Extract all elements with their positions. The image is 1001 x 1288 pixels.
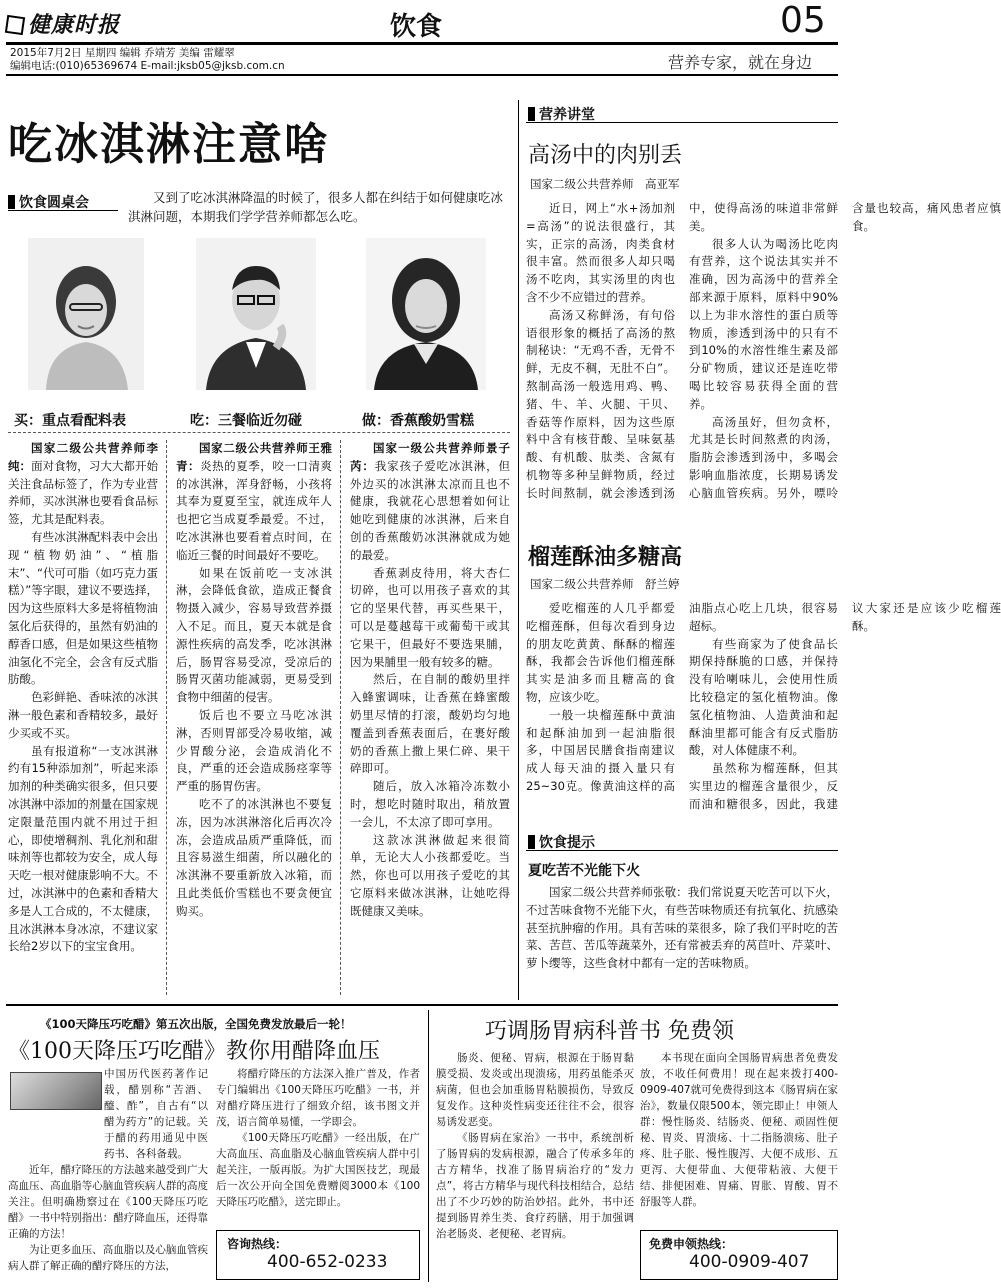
article-byline: 国家二级公共营养师 高亚军 <box>530 177 680 191</box>
paragraph: 一般一块榴莲酥中黄油和起酥油加到一起油脂很多，中国居民膳食指南建议成人每天油的摄入量只有25~30克。像黄油这样的高油脂点心吃上几块，很容易超标。 <box>526 601 838 793</box>
ad-rule <box>6 1004 838 1006</box>
hotline-box <box>216 1230 420 1280</box>
paragraph: 吃不了的冰淇淋也不要复冻，因为冰淇淋溶化后再次冷冻，会造成品质严重降低，而且容易滋生细菌，所以融化的冰淇淋不要重新放入冰箱，而且此类低价雪糕也不要贪便宜购买。 <box>176 796 332 918</box>
paper-logo-icon <box>5 15 25 35</box>
paragraph: 国家二级公共营养师张敬：我们常说夏天吃苦可以下火，不过苦味食物不光能下火，有些苦味物质还有抗氧化、抗感染甚至抗肿瘤的作用。具有苦味的菜很多，除了我们平时吃的苦菜、苦苣、苦瓜等蔬菜外，还有常被丢弃的莴苣叶、芹菜叶、萝卜缨等，这些食材中都有一定的苦味物质。 <box>526 885 838 971</box>
section-title: 饮食 <box>390 12 443 42</box>
header-rule-bottom <box>6 74 838 76</box>
paragraph: 中国历代医药著作记载，醋别称“苦酒、醯、酢”，自古有“以醋为药方”的记载。关于醋的药用通见中医药书、各科备载。 <box>104 1068 208 1160</box>
expert-column <box>350 440 510 995</box>
expert-column <box>8 440 158 995</box>
paragraph: 饭后也不要立马吃冰淇淋，否则胃部受冷易收缩，减少胃酸分泌，会造成消化不良，严重的还会造成肠痉挛等严重的肠胃伤害。 <box>176 707 332 794</box>
main-headline: 吃冰淇淋注意啥 <box>8 119 330 170</box>
paper-name: 健康时报 <box>28 12 121 38</box>
column-label-text: 营养讲堂 <box>539 107 595 123</box>
paragraph: 香蕉剥皮待用，将大杏仁切碎，也可以用孩子喜欢的其它的坚果代替，再买些果干，可以是蔓越莓干或葡萄干或其它果干，但最好不要选果脯，因为果脯里一般有较多的糖。 <box>350 565 510 669</box>
expert-subhead: 吃：三餐临近勿碰 <box>190 413 302 429</box>
ad-title: 巧调肠胃病科普书 免费领 <box>485 1019 734 1044</box>
paragraph: 然后，在自制的酸奶里拌入蜂蜜调味，让香蕉在蜂蜜酸奶里尽情的打滚，酸奶均匀地覆盖到香蕉表面后，在裹好酸奶的香蕉上撒上果仁碎、果干碎即可。 <box>350 672 510 776</box>
column-label-rule <box>526 122 838 123</box>
column-label <box>8 192 89 212</box>
tips-body <box>526 884 838 994</box>
expert-portrait <box>366 238 486 390</box>
column-label <box>528 832 595 852</box>
article-title: 高汤中的肉别丢 <box>528 143 683 168</box>
dateline-text: 2015年7月2日 星期四 编辑 乔靖芳 美编 雷耀翠 <box>10 47 235 59</box>
paragraph: 高汤又称鲜汤，有句俗语很形象的概括了高汤的熬制秘诀：“无鸡不香，无骨不鲜，无皮不稠，无肚不白”。熬制高汤一般选用鸡、鸭、猪、牛、羊、火腿、干贝、香菇等作原料，因为这些原料中含有核苷酸、呈味氨基酸、有机酸、肽类、含氮有机物等多种呈鲜物质，经过长时间熬制，就会渗透到汤中，使得高汤的味道非常鲜美。 <box>526 201 838 500</box>
paragraph: 如果在饭前吃一支冰淇淋，会降低食欲，造成正餐食物摄入减少，容易导致营养摄入不足。而且，夏天本就是食源性疾病的高发季，吃冰淇淋后，肠胃容易受凉，受凉后的肠胃灭菌功能减弱，更易受到食物中细菌的侵害。 <box>176 565 332 705</box>
header-rule <box>6 42 838 45</box>
paragraph: 很多人认为喝汤比吃肉有营养，这个说法其实并不准确，因为高汤中的营养全部来源于原料，原料中90%以上为非水溶性的蛋白质等物质，渗透到汤中的只有不到10%的水溶性维生素及部分矿物质，建议还是连吃带喝比较容易获得全面的营养。 <box>689 236 838 411</box>
column-divider <box>518 100 519 1000</box>
contact-text: 编辑电话:(010)65369674 E-mail:jksb05@jksb.com.cn <box>10 60 285 72</box>
column-label-rule <box>526 850 838 851</box>
column-bar-icon <box>528 107 535 121</box>
paragraph: 《肠胃病在家治》一书中，系统剖析了肠胃病的发病根源，融合了传承多年的古方精华，找准了肠胃病治疗的“发力点”，将古方精华与现代科技相结合，总结出了不少巧妙的防治妙招。此外，书中还提到肠胃养生类、食疗药膳，用于加强调治老肠炎、老便秘、老胃病。 <box>436 1132 634 1240</box>
paragraph: 为让更多血压、高血脂以及心脑血管疾病人群了解正确的醋疗降压的方法， <box>8 1244 208 1272</box>
hotline-number: 400-652-0233 <box>267 1252 388 1272</box>
page-number: 05 <box>780 0 826 41</box>
paragraph: 高汤虽好，但勿贪杯，尤其是长时间熬煮的肉汤，脂肪会渗透到汤中，多喝会影响血脂浓度，长期易诱发心脑血管疾病。另外，嘌呤含量也较高，痛风患者应慎食。 <box>689 201 1001 500</box>
paragraph: 面对食物，习大大都开始关注食品标签了，作为专业营养师，买冰淇淋也要看食品标签，尤其是配料表。 <box>8 458 159 527</box>
slogan: 营养专家，就在身边 <box>668 53 813 72</box>
expert-portrait <box>28 238 144 390</box>
ad-divider <box>428 1010 429 1282</box>
ad-column <box>436 1050 634 1282</box>
expert-column <box>176 440 332 995</box>
paragraph: 肠炎、便秘、胃病，根源在于肠胃黏膜受损、发炎或出现溃疡，用药虽能杀灭病菌，但也会加重肠胃粘膜损伤，导致反复发作。这种炎性病变还往往不会，很容易诱发恶变。 <box>436 1052 634 1128</box>
article-body <box>526 600 1001 818</box>
hotline-number: 400-0909-407 <box>689 1252 810 1272</box>
ad-column <box>640 1050 838 1222</box>
column-bar-icon <box>8 195 15 209</box>
ad-title: 《100天降压巧吃醋》教你用醋降血压 <box>8 1039 380 1064</box>
paragraph: 有些商家为了使食品长期保持酥脆的口感，并保持没有哈喇味儿，会使用性质比较稳定的氢化植物油。像氢化植物油、人造黄油和起酥油里都可能含有反式脂肪酸，对人体健康不利。 <box>689 636 838 758</box>
paragraph: 虽然称为榴莲酥，但其实里边的榴莲含量很少，反而油和糖很多，因此，我建议大家还是应该少吃榴莲酥。 <box>689 601 1001 811</box>
paragraph: 这款冰淇淋做起来很简单，无论大人小孩都爱吃。当然，你也可以用孩子爱吃的其它原料来做冰淇淋，让她吃得既健康又美味。 <box>350 832 510 918</box>
paragraph: 炎热的夏季，咬一口清爽的冰淇淋，浑身舒畅，小孩将其奉为夏夏至宝，就连成年人也把它当成夏季最爱。不过，吃冰淇淋也要看着点时间，在临近三餐的时间最好不要吃。 <box>176 458 333 562</box>
dateline <box>10 47 285 73</box>
intro-text: 又到了吃冰淇淋降温的时候了，很多人都在纠结于如何健康吃冰淇淋问题，本期我们学学营养师都怎么吃。 <box>128 190 504 224</box>
column-label-text: 饮食提示 <box>539 835 595 851</box>
paragraph: 我家孩子爱吃冰淇淋，但外边买的冰淇淋太凉而且也不健康，我就花心思想着如何让她吃到健康的冰淇淋，后来自创的香蕉酸奶冰淇淋就成为她的最爱。 <box>350 458 510 562</box>
paragraph: 有些冰淇淋配料表中会出现“植物奶油”、“植脂末”、“代可可脂（如巧克力蛋糕）”等字眼，建议不要选择，因为这些原料大多是将植物油氢化后获得的，虽然有奶油的醇香口感，但是如果这些植物油氢化不完全，会含有反式脂肪酸。 <box>8 529 158 687</box>
expert-subhead: 买：重点看配料表 <box>14 413 126 429</box>
paragraph: 《100天降压巧吃醋》一经出版，在广大高血压、高血脂及心脑血管疾病人群中引起关注，一版再版。为扩大国医技艺，现最后一次公开向全国免费赠阅3000本《100天降压巧吃醋》，送完即止。 <box>216 1132 420 1208</box>
ad-kicker: 《100天降压巧吃醋》第五次出版，全国免费发放最后一轮！ <box>40 1017 352 1031</box>
expert-name: 国家二级公共营养师王雅青： <box>176 441 332 473</box>
paragraph: 本书现在面向全国肠胃病患者免费发放，不收任何费用！现在起来拨打400-0909-407就可免费得到这本《肠胃病在家治》，数量仅限500本，领完即止！申领人群：慢性肠炎、结肠炎、便秘、顽固性便秘、胃炎、胃溃疡、十二指肠溃疡、肚子疼、肚子胀、慢性腹泻、大便不成形、五更泻、大便带血、大便带粘液、大便干结、排便困难、胃痛、胃胀、胃酸、胃不舒服等人群。 <box>640 1052 838 1208</box>
expert-portrait <box>196 238 316 390</box>
paragraph: 近年，醋疗降压的方法越来越受到广大高血压、高血脂等心脑血管疾病人群的高度关注。但明确勘察过在《100天降压巧吃醋》一书中特别指出：醋疗降血压，还得靠正确的方法！ <box>8 1164 208 1240</box>
article-title: 榴莲酥油多糖高 <box>528 545 683 570</box>
article-byline: 国家二级公共营养师 舒兰婷 <box>530 577 680 591</box>
hotline-label: 咨询热线： <box>227 1237 288 1251</box>
tips-title: 夏吃苦不光能下火 <box>528 863 640 879</box>
paragraph: 将醋疗降压的方法深入推广普及，作者专门编辑出《100天降压巧吃醋》一书，并对醋疗降压进行了细致介绍，该书图文并茂，语言简单易懂，一学即会。 <box>216 1068 420 1128</box>
article-body <box>526 200 1001 528</box>
paragraph: 色彩鲜艳、香味浓的冰淇淋一般色素和香精较多，最好少买或不买。 <box>8 690 158 740</box>
ad-column <box>216 1066 420 1226</box>
expert-name: 国家一级公共营养师景子芮： <box>350 441 510 473</box>
column-label-text: 饮食圆桌会 <box>19 195 89 211</box>
hotline-label: 免费申领热线： <box>649 1237 734 1251</box>
column-label <box>528 104 595 124</box>
expert-name: 国家二级公共营养师李纯： <box>8 441 158 473</box>
paragraph: 虽有报道称“一支冰淇淋约有15种添加剂”，听起来添加剂的种类确实很多，但只要冰淇淋中添加的剂量在国家规定限量范围内就不用过于担心，即使增稠剂、乳化剂和甜味剂等也都较为安全，成人每天吃一根对健康影响不大。不过，冰淇淋中的色素和香精大多是人工合成的，不太健康，且冰淇淋本身冰凉，不建议家长给2岁以下的宝宝食用。 <box>8 743 158 954</box>
ad-column <box>8 1066 208 1282</box>
column-label-rule <box>8 210 118 211</box>
expert-subhead: 做：香蕉酸奶雪糕 <box>362 413 474 429</box>
column-divider <box>166 440 167 995</box>
paragraph: 近日，网上“水+汤加剂=高汤”的说法很盛行，其实，正宗的高汤，肉类食材很丰富。然而很多人却只喝汤不吃肉，其实汤里的肉也含不少不应错过的营养。 <box>526 201 675 304</box>
subhead-rule <box>8 432 510 433</box>
paragraph: 爱吃榴莲的人几乎都爱吃榴莲酥，但每次看到身边的朋友吃黄黄、酥酥的榴莲酥，我都会告诉他们榴莲酥其实是油多而且糖高的食物，应该少吃。 <box>526 601 675 704</box>
column-divider <box>340 440 341 995</box>
paragraph: 随后，放入冰箱冷冻数小时，想吃时随时取出，稍放置一会儿，不太凉了即可享用。 <box>350 779 510 829</box>
hotline-box <box>640 1230 838 1280</box>
column-bar-icon <box>528 835 535 849</box>
paper-logo <box>6 8 120 39</box>
